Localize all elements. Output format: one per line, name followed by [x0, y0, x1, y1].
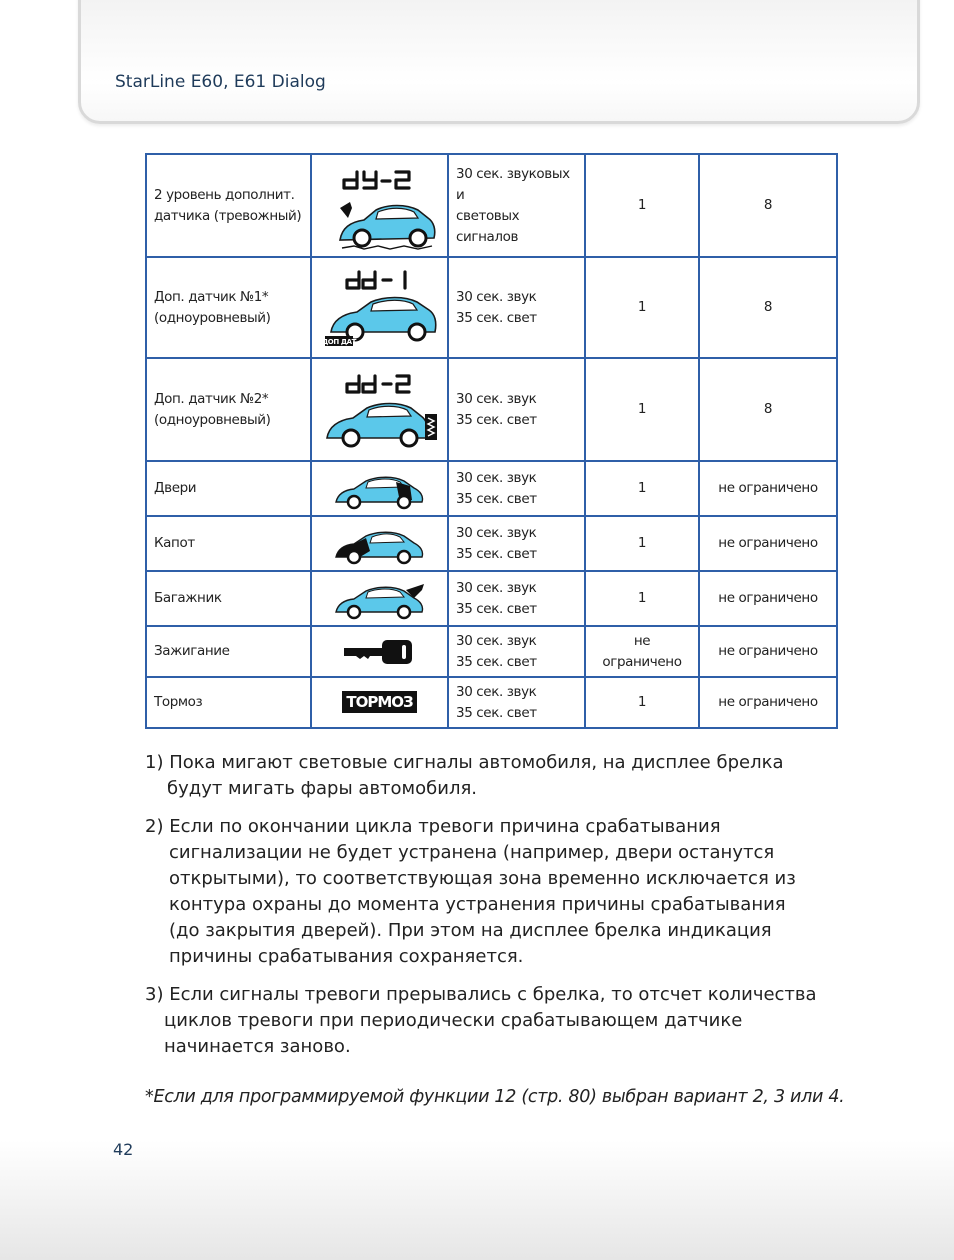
car-hood-icon	[330, 521, 430, 567]
repeat-value: не ограничено	[699, 516, 837, 571]
table-row	[146, 677, 837, 728]
car-shock-icon	[320, 158, 440, 254]
zone-name: 2 уровень дополнит. датчика (тревожный)	[146, 154, 311, 257]
key-icon	[340, 634, 420, 670]
footer-band	[0, 1140, 954, 1260]
zone-icon-cell	[311, 626, 448, 677]
repeat-value: не ограничено	[699, 677, 837, 728]
table-row	[146, 154, 837, 257]
car-extra-sensor-icon	[317, 260, 443, 356]
zone-icon-cell	[311, 154, 448, 257]
car-trunk-icon	[330, 576, 430, 622]
repeat-value: не ограничено	[699, 626, 837, 677]
signal-cell: 30 сек. звук 35 сек. свет	[448, 461, 585, 516]
signal-cell: 30 сек. звук 35 сек. свет	[448, 516, 585, 571]
page-number: 42	[113, 1140, 134, 1159]
note-item: 3) Если сигналы тревоги прерывались с брелка, то отсчет количества циклов тревоги при периодически срабатывающем датчике начинается заново.	[145, 984, 817, 1057]
zone-icon-cell	[311, 461, 448, 516]
zone-name: Багажник	[146, 571, 311, 626]
brake-label-icon: ТОРМОЗ	[342, 691, 416, 713]
zone-icon-cell	[311, 257, 448, 358]
repeat-value: не ограничено	[699, 571, 837, 626]
repeat-value: 8	[699, 257, 837, 358]
footnote: *Если для программируемой функции 12 (стр. 80) выбран вариант 2, 3 или 4.	[145, 1087, 845, 1107]
note-item: 1) Пока мигают световые сигналы автомобиля, на дисплее брелка будут мигать фары автомобиля.	[145, 752, 784, 799]
zone-icon-cell	[311, 677, 448, 728]
zone-icon-cell	[311, 358, 448, 461]
cycles-value: 1	[585, 461, 699, 516]
repeat-value: 8	[699, 358, 837, 461]
zone-name: Доп. датчик №1* (одноуровневый)	[146, 257, 311, 358]
notes-list	[145, 750, 845, 1072]
signal-cell: 30 сек. звук 35 сек. свет	[448, 571, 585, 626]
signal-cell: 30 сек. звуковых и световых сигналов	[448, 154, 585, 257]
signal-cell: 30 сек. звук 35 сек. свет	[448, 358, 585, 461]
signal-cell: 30 сек. звук 35 сек. свет	[448, 626, 585, 677]
zone-name: Двери	[146, 461, 311, 516]
signal-cell: 30 сек. звук 35 сек. свет	[448, 677, 585, 728]
alarm-zones-table	[145, 153, 838, 729]
zone-name: Доп. датчик №2* (одноуровневый)	[146, 358, 311, 461]
cycles-value: 1	[585, 516, 699, 571]
page-header-title: StarLine E60, E61 Dialog	[115, 72, 326, 92]
repeat-value: 8	[699, 154, 837, 257]
cycles-value: 1	[585, 358, 699, 461]
table-row	[146, 516, 837, 571]
cycles-value: 1	[585, 571, 699, 626]
note-item: 2) Если по окончании цикла тревоги причина срабатывания сигнализации не будет устранена (например, двери останутся открытыми), то соответствующая зона временно исключается из контура охраны до момента устранения причины срабатывания (до закрытия дверей). При этом на дисплее брелка индикация причины срабатывания сохраняется.	[145, 816, 796, 967]
zone-name: Тормоз	[146, 677, 311, 728]
repeat-value: не ограничено	[699, 461, 837, 516]
cycles-value: 1	[585, 677, 699, 728]
cycles-value: 1	[585, 257, 699, 358]
table-row	[146, 571, 837, 626]
cycles-value: не ограничено	[585, 626, 699, 677]
signal-cell: 30 сек. звук 35 сек. свет	[448, 257, 585, 358]
car-sensor2-icon	[317, 362, 443, 458]
svg-text:ДОП ДАТ: ДОП ДАТ	[321, 337, 356, 346]
table-row	[146, 257, 837, 358]
zone-name: Зажигание	[146, 626, 311, 677]
zone-name: Капот	[146, 516, 311, 571]
car-door-icon	[330, 466, 430, 512]
table-row	[146, 358, 837, 461]
header-panel	[78, 0, 920, 124]
table-row	[146, 461, 837, 516]
cycles-value: 1	[585, 154, 699, 257]
zone-icon-cell	[311, 571, 448, 626]
zone-icon-cell	[311, 516, 448, 571]
table-row	[146, 626, 837, 677]
